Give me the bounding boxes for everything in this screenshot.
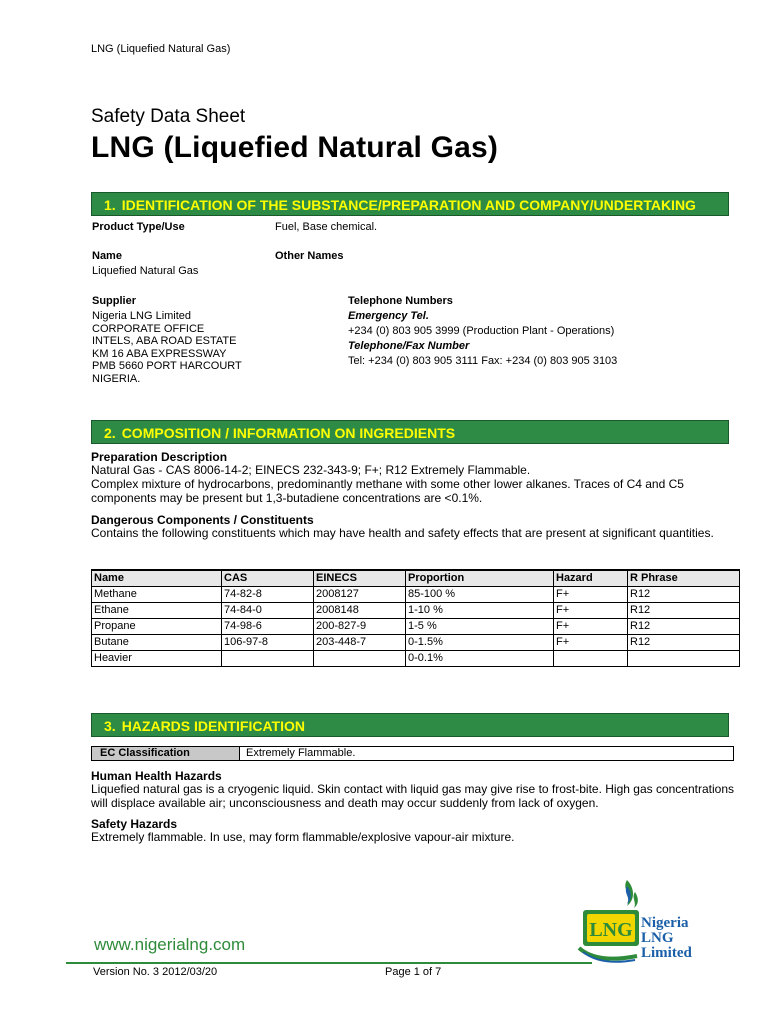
table-cell: 0-1.5% <box>406 634 554 650</box>
supplier-line: PMB 5660 PORT HARCOURT <box>92 360 242 372</box>
table-cell: F+ <box>554 586 628 602</box>
table-cell: Butane <box>92 634 222 650</box>
telephone-label: Telephone Numbers <box>348 295 453 307</box>
preparation-line-2: Complex mixture of hydrocarbons, predominantly methane with some other lower alkanes. Traces of C4 and C5 components may be present but 1,3-butadiene concentrations are <0.1%. <box>91 477 684 505</box>
table-cell: R12 <box>628 618 740 634</box>
column-header: EINECS <box>314 570 406 586</box>
table-cell: 74-82-8 <box>222 586 314 602</box>
table-cell: F+ <box>554 602 628 618</box>
name-label: Name <box>92 250 122 262</box>
table-cell: Propane <box>92 618 222 634</box>
website-link[interactable]: www.nigerialng.com <box>94 935 246 954</box>
table-cell: 2008148 <box>314 602 406 618</box>
table-cell: R12 <box>628 602 740 618</box>
supplier-label: Supplier <box>92 295 137 307</box>
logo-text-line-1: Nigeria <box>641 915 689 931</box>
ec-classification-value: Extremely Flammable. <box>246 747 356 759</box>
table-row <box>92 634 740 650</box>
safety-hazards-text: Extremely flammable. In use, may form flammable/explosive vapour-air mixture. <box>91 830 515 844</box>
name-value: Liquefied Natural Gas <box>92 265 199 277</box>
table-row <box>92 618 740 634</box>
column-header: Name <box>92 570 222 586</box>
telfax-value: Tel: +234 (0) 803 905 3111 Fax: +234 (0) 803 905 3103 <box>348 355 618 367</box>
table-cell: Ethane <box>92 602 222 618</box>
table-header-row <box>92 570 740 586</box>
document-subtitle: Safety Data Sheet <box>91 106 246 127</box>
logo-text-line-3: Limited <box>641 945 692 961</box>
table-cell: 203-448-7 <box>314 634 406 650</box>
section-1-number: 1. <box>104 197 116 213</box>
table-cell: 74-98-6 <box>222 618 314 634</box>
dangerous-components-heading: Dangerous Components / Constituents <box>91 513 314 527</box>
running-header: LNG (Liquefied Natural Gas) <box>91 43 231 55</box>
table-cell: 2008127 <box>314 586 406 602</box>
table-row <box>92 586 740 602</box>
safety-hazards-heading: Safety Hazards <box>91 817 178 831</box>
table-cell <box>314 650 406 666</box>
table-cell: 1-10 % <box>406 602 554 618</box>
section-3-number: 3. <box>104 718 116 734</box>
dangerous-components-text: Contains the following constituents which may have health and safety effects that are present at significant quantities. <box>91 526 714 540</box>
table-cell: 74-84-0 <box>222 602 314 618</box>
emergency-label: Emergency Tel. <box>348 310 429 322</box>
section-2-heading: COMPOSITION / INFORMATION ON INGREDIENTS <box>121 425 456 441</box>
table-cell: Methane <box>92 586 222 602</box>
supplier-address <box>92 310 242 385</box>
table-cell <box>554 650 628 666</box>
table-cell: 106-97-8 <box>222 634 314 650</box>
section-2-number: 2. <box>104 425 116 441</box>
section-1-heading: IDENTIFICATION OF THE SUBSTANCE/PREPARATION AND COMPANY/UNDERTAKING <box>121 197 696 213</box>
product-type-value: Fuel, Base chemical. <box>275 221 378 233</box>
supplier-line: CORPORATE OFFICE <box>92 322 205 335</box>
table-cell: F+ <box>554 618 628 634</box>
table-cell: 85-100 % <box>406 586 554 602</box>
flame-mark-icon <box>577 878 641 968</box>
table-cell: F+ <box>554 634 628 650</box>
logo-text-line-2: LNG <box>641 930 674 946</box>
emergency-value: +234 (0) 803 905 3999 (Production Plant - Operations) <box>348 325 615 337</box>
composition-table <box>91 569 740 667</box>
section-3-heading: HAZARDS IDENTIFICATION <box>121 718 305 734</box>
section-1-bar <box>91 192 729 216</box>
preparation-line-1: Natural Gas - CAS 8006-14-2; EINECS 232-343-9; F+; R12 Extremely Flammable. <box>91 463 531 477</box>
table-cell <box>628 650 740 666</box>
footer-page-number: Page 1 of 7 <box>385 966 442 978</box>
table-row <box>92 650 740 666</box>
table-cell: 200-827-9 <box>314 618 406 634</box>
column-header: Hazard <box>554 570 628 586</box>
supplier-line: KM 16 ABA EXPRESSWAY <box>92 347 227 360</box>
column-header: R Phrase <box>628 570 740 586</box>
table-cell: 1-5 % <box>406 618 554 634</box>
human-health-text: Liquefied natural gas is a cryogenic liquid. Skin contact with liquid gas may give rise to frost-bite. High gas concentrations will displace available air; unconsciousness and death may occur suddenly from lack of oxygen. <box>91 782 735 810</box>
supplier-line: NIGERIA. <box>92 372 141 385</box>
human-health-heading: Human Health Hazards <box>91 769 222 783</box>
ec-classification-row <box>91 746 734 761</box>
document-title: LNG (Liquefied Natural Gas) <box>91 131 499 164</box>
logo-mark-text: LNG <box>589 919 633 941</box>
preparation-heading: Preparation Description <box>91 450 228 464</box>
nigeria-lng-logo <box>577 878 707 968</box>
product-type-label: Product Type/Use <box>92 221 185 233</box>
table-cell: R12 <box>628 634 740 650</box>
ec-classification-label: EC Classification <box>92 747 240 760</box>
table-cell: Heavier <box>92 650 222 666</box>
section-3-bar <box>91 713 729 737</box>
other-names-label: Other Names <box>275 250 344 262</box>
footer-rule <box>66 962 592 964</box>
table-cell: 0-0.1% <box>406 650 554 666</box>
section-2-bar <box>91 420 729 444</box>
supplier-line: Nigeria LNG Limited <box>92 310 192 322</box>
supplier-line: INTELS, ABA ROAD ESTATE <box>92 335 237 347</box>
column-header: Proportion <box>406 570 554 586</box>
table-row <box>92 602 740 618</box>
column-header: CAS <box>222 570 314 586</box>
table-cell: R12 <box>628 586 740 602</box>
footer-version: Version No. 3 2012/03/20 <box>93 966 218 978</box>
telfax-label: Telephone/Fax Number <box>348 340 470 352</box>
table-cell <box>222 650 314 666</box>
